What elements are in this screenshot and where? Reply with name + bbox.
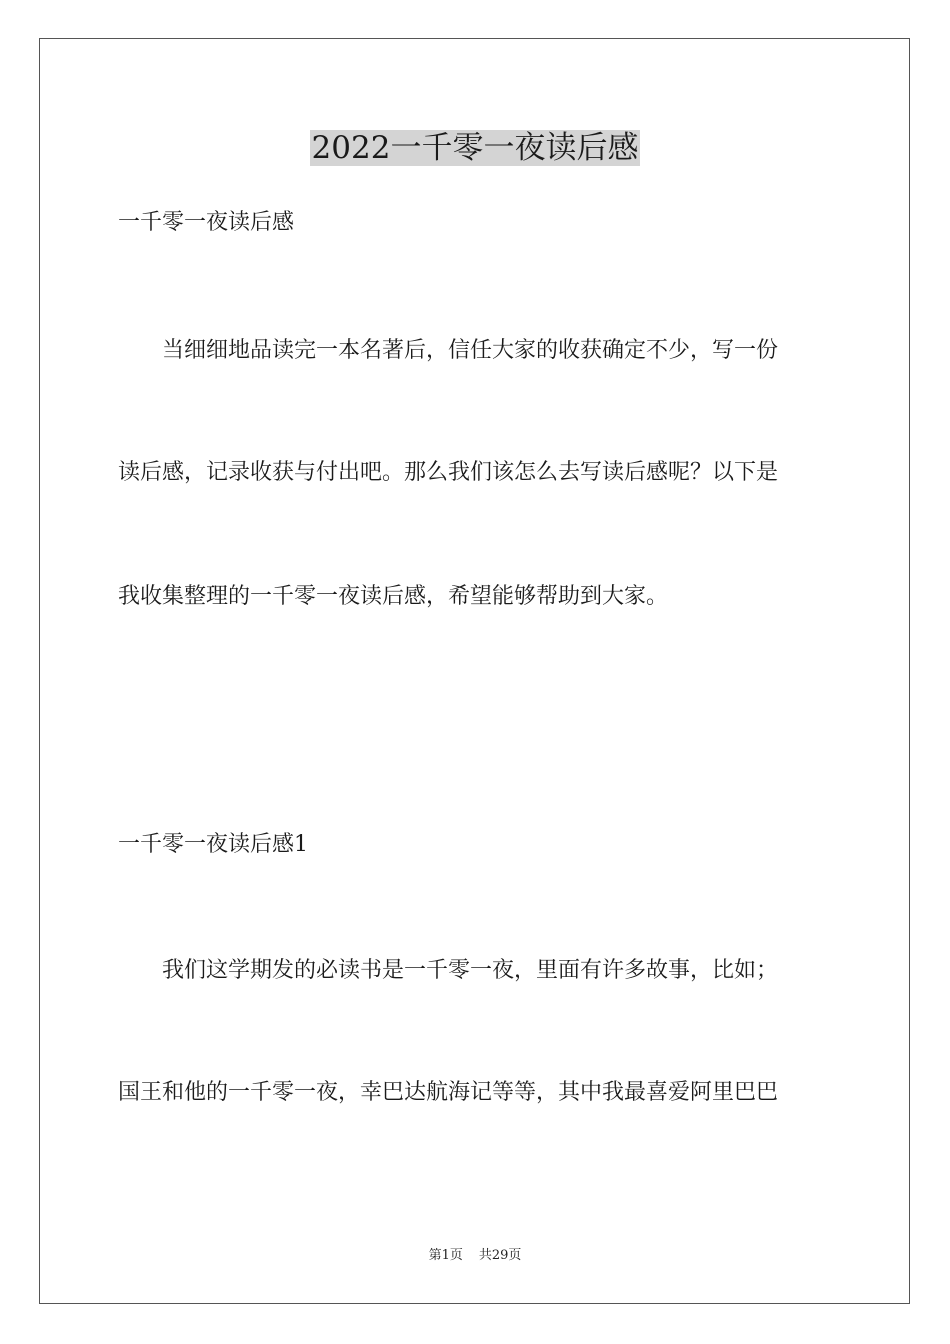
page-total: 共29页 [478,1248,522,1263]
article-heading: 一千零一夜读后感1 [118,832,308,857]
document-title-text: 2022一千零一夜读后感 [311,130,639,166]
page-footer [0,1247,950,1265]
page-number: 第1页 [428,1248,463,1263]
intro-line-1: 当细细地品读完一本名著后，信任大家的收获确定不少，写一份 [162,338,779,363]
document-title [0,128,950,168]
intro-line-3: 我收集整理的一千零一夜读后感，希望能够帮助到大家。 [118,584,669,609]
intro-line-2: 读后感，记录收获与付出吧。那么我们该怎么去写读后感呢？以下是 [118,460,779,485]
section-heading: 一千零一夜读后感 [118,210,295,235]
article-line-2: 国王和他的一千零一夜，幸巴达航海记等等，其中我最喜爱阿里巴巴 [118,1080,779,1105]
article-line-1: 我们这学期发的必读书是一千零一夜，里面有许多故事，比如； [162,958,779,983]
